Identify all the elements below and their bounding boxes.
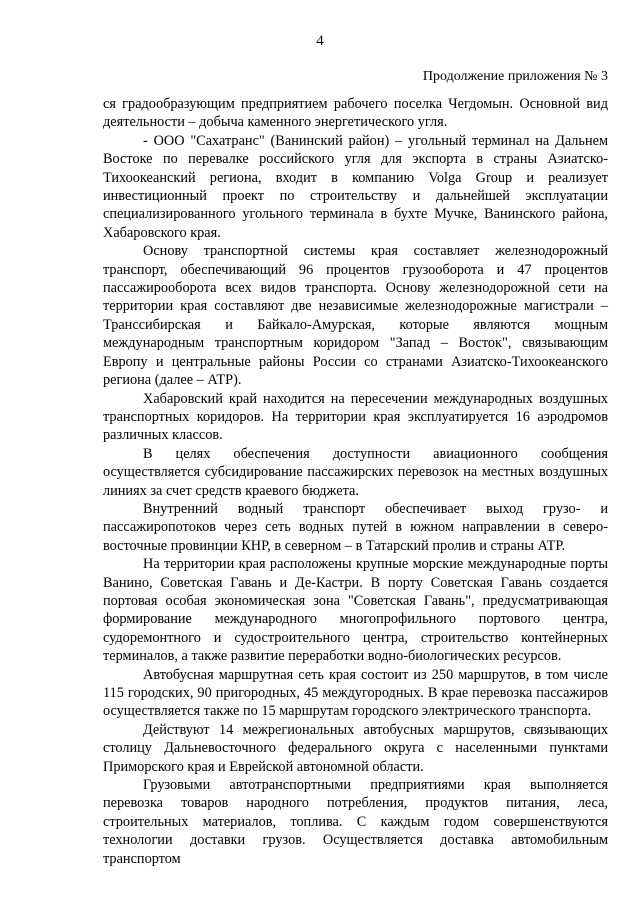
paragraph-sakhatrans: - ООО "Сахатранс" (Ванинский район) – угольный терминал на Дальнем Востоке по перевалке российского угля для экспорта в страны Азиатско-Тихоокеанский региона, входит в компанию Volga Group и реализует инвестиционный проект по строительству и дальнейшей эксплуатации специализированного угольного терминала в бухте Мучке, Ванинского района, Хабаровского края. xyxy=(103,132,608,241)
paragraph-sea-ports: На территории края расположены крупные морские международные порты Ванино, Советская Гавань и Де-Кастри. В порту Советская Гавань создается портовая особая экономическая зона "Советская Гавань", предусматривающая формирование международного многопрофильного портового центра, судоремонтного и судостроительного центра, строительство контейнерных терминалов, а также развитие переработки водно-биологических ресурсов. xyxy=(103,556,608,665)
paragraph-continuation: ся градообразующим предприятием рабочего поселка Чегдомын. Основной вид деятельности – добыча каменного энергетического угля. xyxy=(103,96,608,131)
document-body xyxy=(103,95,608,868)
paragraph-air-corridors: Хабаровский край находится на пересечении международных воздушных транспортных коридоров. На территории края эксплуатируется 16 аэродромов различных классов. xyxy=(103,390,608,444)
paragraph-freight-transport: Грузовыми автотранспортными предприятиями края выполняется перевозка товаров народного потребления, продуктов питания, леса, строительных материалов, топлива. С каждым годом совершенствуются технологии доставки грузов. Осуществляется доставка автомобильным транспортом xyxy=(103,777,608,867)
paragraph-water-transport: Внутренний водный транспорт обеспечивает выход грузо- и пассажиропотоков через сеть водных путей в южном направлении в северо-восточные провинции КНР, в северном – в Татарский пролив и страны АТР. xyxy=(103,500,608,554)
appendix-continuation-note: Продолжение приложения № 3 xyxy=(422,69,608,84)
page-number: 4 xyxy=(316,33,324,49)
paragraph-railway-transport: Основу транспортной системы края составляет железнодорожный транспорт, обеспечивающий 96 процентов грузооборота и 47 процентов пассажирооборота всех видов транспорта. Основу железнодорожной сети на территории края составляют две независимые железнодорожные магистрали – Транссибирская и Байкало-Амурская, которые являются мощным международным транспортным коридором "Запад – Восток", связывающим Европу и центральные районы России со странами Азиатско-Тихоокеанского региона (далее – АТР). xyxy=(103,243,608,389)
paragraph-bus-network: Автобусная маршрутная сеть края состоит из 250 маршрутов, в том числе 115 городских, 90 пригородных, 45 междугородных. В крае перевозка пассажиров осуществляется также по 15 маршрутам городского электрического транспорта. xyxy=(103,666,608,720)
paragraph-interregional-routes: Действуют 14 межрегиональных автобусных маршрутов, связывающих столицу Дальневосточного федерального округа с населенными пунктами Приморского края и Еврейской автономной области. xyxy=(103,721,608,775)
paragraph-air-subsidies: В целях обеспечения доступности авиационного сообщения осуществляется субсидирование пассажирских перевозок на местных воздушных линиях за счет средств краевого бюджета. xyxy=(103,445,608,499)
